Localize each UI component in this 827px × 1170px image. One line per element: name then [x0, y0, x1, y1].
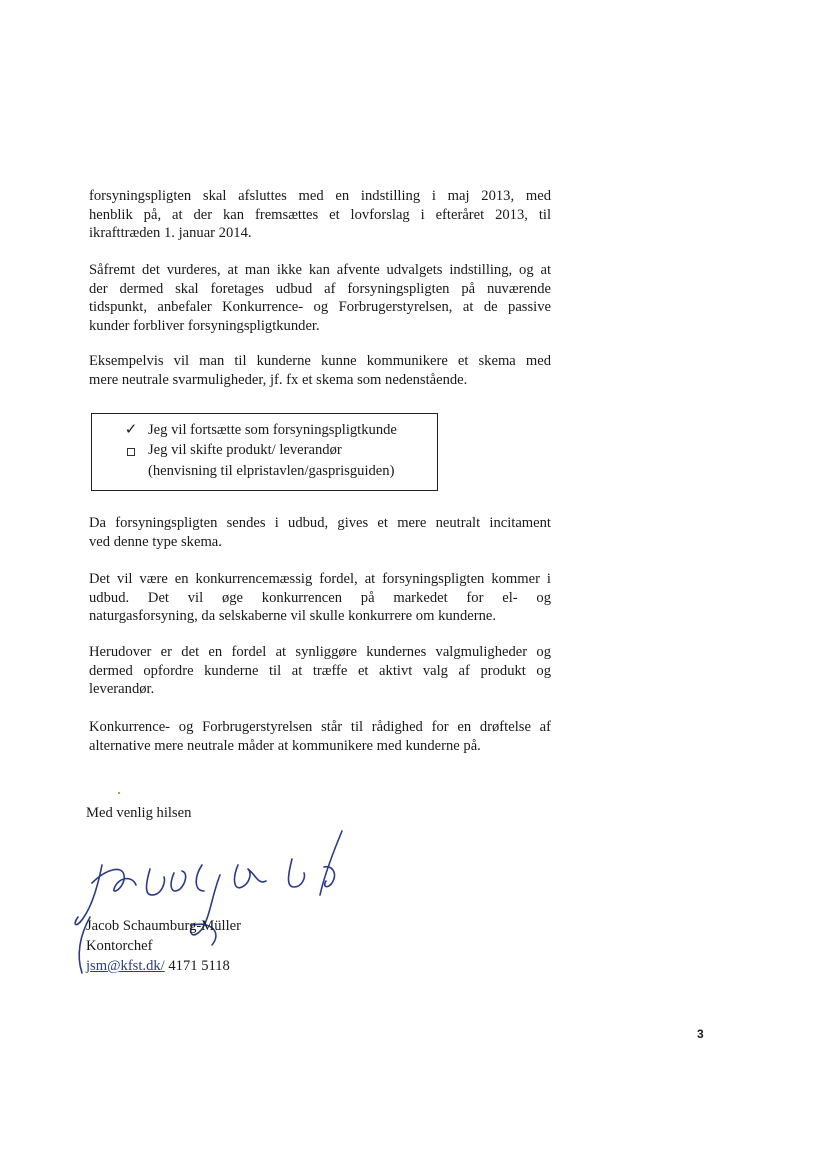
text-line: leverandør. [89, 681, 155, 697]
checkmark-icon: ✓ [124, 422, 138, 438]
text-line: naturgasforsyning, da selskaberne vil skulle konkurrere om kunderne. [89, 608, 497, 624]
stray-dot [118, 792, 120, 794]
form-option-switch [148, 441, 342, 460]
text-line: Såfremt det vurderes, at man ikke kan afvente udvalgets indstilling, og at [89, 262, 551, 278]
text-line: Det vil være en konkurrencemæssig fordel, at forsyningspligten kommer i [89, 571, 551, 587]
form-option-label: Jeg vil fortsætte som forsyningspligtkunde [148, 422, 397, 438]
paragraph-2 [89, 261, 551, 335]
text-line: forsyningspligten skal afsluttes med en indstilling i maj 2013, med [89, 188, 551, 204]
text-line: udbud. Det vil øge konkurrencen på markedet for el- og [89, 589, 551, 606]
closing-salutation: Med venlig hilsen [86, 805, 192, 821]
text-line: Konkurrence- og Forbrugerstyrelsen står til rådighed for en drøftelse af [89, 719, 551, 735]
form-option-continue [124, 421, 397, 440]
paragraph-1 [89, 187, 551, 243]
form-option-note [148, 462, 394, 481]
signer-contact [86, 956, 230, 976]
text-line: der dermed skal foretages udbud af forsyningspligten på nuværende [89, 280, 551, 297]
phone-number: 4171 5118 [168, 958, 230, 974]
text-line: ikrafttræden 1. januar 2014. [89, 225, 252, 241]
form-option-label: Jeg vil skifte produkt/ leverandør [148, 442, 342, 458]
text-line: henblik på, at der kan fremsættes et lovforslag i efteråret 2013, til [89, 206, 551, 223]
text-line: alternative mere neutrale måder at kommunikere med kunderne på. [89, 737, 481, 754]
text-line: kunder forbliver forsyningspligtkunder. [89, 317, 320, 334]
paragraph-5 [89, 570, 551, 626]
text-line: Da forsyningspligten sendes i udbud, gives et mere neutralt incitament [89, 515, 551, 531]
paragraph-4 [89, 514, 551, 551]
paragraph-7 [89, 718, 551, 755]
text-line: Eksempelvis vil man til kunderne kunne kommunikere et skema med [89, 353, 551, 369]
text-line: Herudover er det en fordel at synliggøre kundernes valgmuligheder og [89, 644, 551, 660]
signer-title: Kontorchef [86, 938, 153, 954]
text-line: tidspunkt, anbefaler Konkurrence- og Forbrugerstyrelsen, at de passive [89, 299, 551, 315]
text-line: ved denne type skema. [89, 533, 222, 550]
paragraph-6 [89, 643, 551, 699]
response-form-box [91, 413, 438, 491]
email-link[interactable]: jsm@kfst.dk/ [86, 958, 165, 974]
signer-name: Jacob Schaumburg-Müller [86, 918, 241, 934]
text-line: dermed opfordre kunderne til at træffe et aktivt valg af produkt og [89, 662, 551, 679]
paragraph-3 [89, 352, 551, 389]
page-number: 3 [697, 1027, 704, 1041]
form-option-note-text: (henvisning til elpristavlen/gasprisguiden) [148, 463, 395, 479]
text-line: mere neutrale svarmuligheder, jf. fx et skema som nedenstående. [89, 371, 468, 388]
